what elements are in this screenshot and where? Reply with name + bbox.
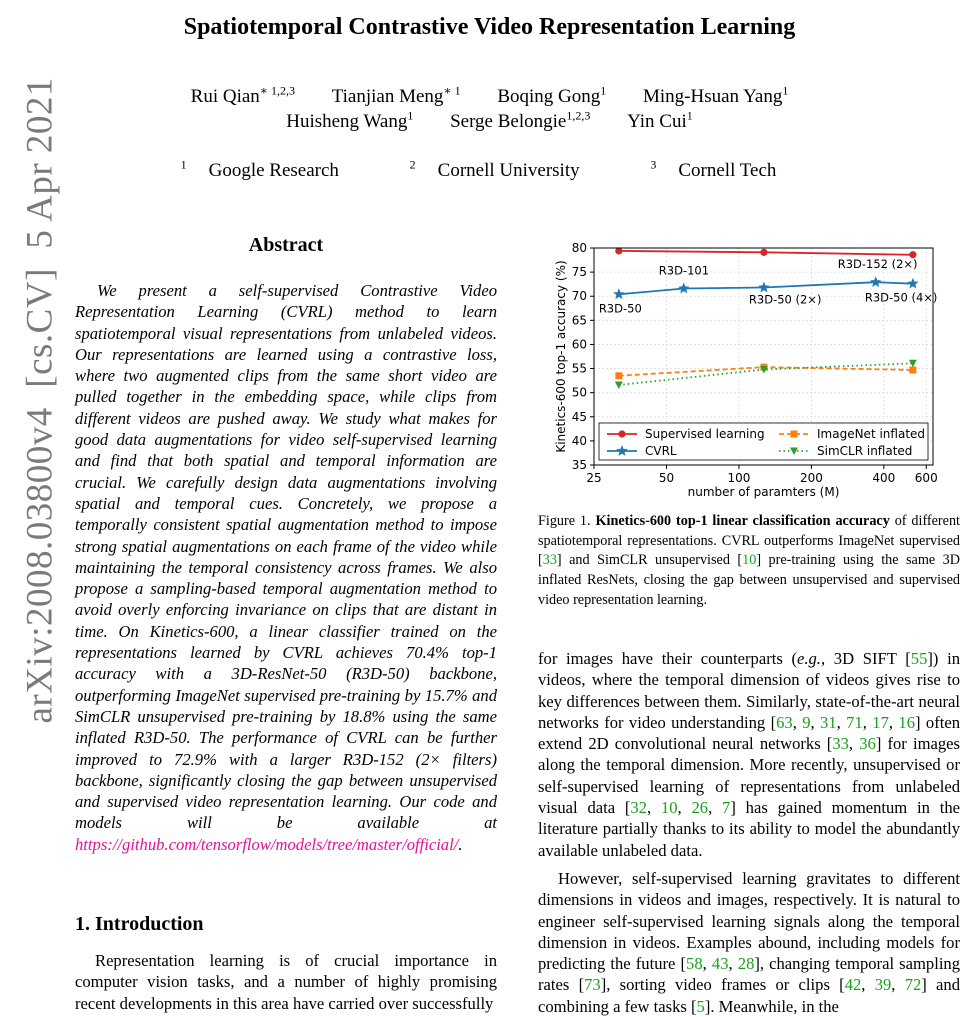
legend-label: SimCLR inflated bbox=[817, 444, 913, 458]
citation-link[interactable]: 55 bbox=[910, 649, 928, 668]
data-point bbox=[760, 249, 767, 256]
author: Tianjian Meng$^{∗ 1}$ bbox=[331, 83, 461, 107]
citation-link[interactable]: 9 bbox=[802, 712, 811, 732]
paragraph bbox=[538, 648, 960, 861]
section-heading-introduction: 1. Introduction bbox=[75, 913, 204, 935]
y-tick-label: 55 bbox=[571, 361, 587, 376]
text-run: ], sorting video frames or clips [ bbox=[600, 975, 845, 995]
paragraph bbox=[538, 868, 960, 1017]
author: Yin Cui$^1$ bbox=[627, 108, 693, 132]
data-point bbox=[615, 372, 622, 379]
figure-caption: Figure 1. Kinetics-600 top-1 linear classification accuracy of different spatiotemporal representations. CVRL outperforms ImageNet supervised [33] and SimCLR unsupervised [10] pre-training using the same 3D inflated ResNets, closing the gap between unsupervised and supervised video representation learning. bbox=[538, 513, 960, 608]
text-run: ] for images along the temporal dimension. More recently, unsupervised or self-supervised learning of representations from unlabeled visual data [ bbox=[538, 734, 960, 818]
citation-link[interactable]: 33 bbox=[832, 734, 849, 754]
x-tick-label: 600 bbox=[914, 471, 938, 485]
text-run: , bbox=[677, 798, 692, 818]
text-run: e.g. bbox=[797, 649, 821, 668]
point-annotation: R3D-101 bbox=[658, 263, 710, 278]
paper-title: Spatiotemporal Contrastive Video Representation Learning bbox=[183, 14, 796, 40]
affiliation: $^1$ Google Research bbox=[180, 157, 339, 181]
text-run: , bbox=[708, 798, 723, 818]
author: Huisheng Wang$^1$ bbox=[286, 108, 414, 132]
x-tick-label: 50 bbox=[658, 471, 675, 485]
data-point bbox=[618, 430, 625, 437]
point-annotation: R3D-50 bbox=[598, 301, 642, 316]
text-run: ] has gained momentum in the literature partially thanks to its ability to model the abundantly available unlabeled data. bbox=[538, 798, 960, 860]
text-run: for images have their counterparts ( bbox=[538, 649, 797, 668]
text-run: , bbox=[848, 734, 860, 754]
abstract-text: We present a self-supervised Contrastive Video Representation Learning (CVRL) method to learn spatiotemporal visual representations from unlabeled videos. Our representations are learned using a contrastive loss, where two augmented clips from the same short video are pulled together in the embedding space, while clips from different videos are pushed away. We study what makes for good data augmentations for video self-supervised learning and find that both spatial and temporal information are crucial. We carefully design data augmentations involving spatial and temporal cues. Concretely, we propose a temporally consistent spatial augmentation method to impose strong spatial augmentations on each frame of the video while maintaining the temporal consistency across frames. We also propose a sampling-based temporal augmentation method to avoid overly enforcing invariance on clips that are distant in time. On Kinetics-600, a linear classifier trained on the representations learned by CVRL achieves 70.4% top-1 accuracy with a 3D-ResNet-50 (R3D-50) backbone, outperforming ImageNet supervised pre-training by 15.7% and SimCLR unsupervised pre-training by 18.8% using the same inflated R3D-50. The performance of CVRL can be further improved to 72.9% with a larger R3D-152 (2× filters) backbone, significantly closing the gap between unsupervised and supervised video representation learning. Our code and models will be available at https://github.com/tensorflow/models/tree/master/official/. bbox=[75, 281, 497, 854]
citation-link[interactable]: 72 bbox=[904, 975, 922, 995]
code-link[interactable]: https://github.com/tensorflow/models/tree/master/official/ bbox=[75, 834, 459, 854]
text-run: However, self-supervised learning gravitates to different dimensions in videos and images, respectively. It is natural to engineer self-supervised learning signals along the temporal dimension in videos. Examples abound, including models for predicting the future [ bbox=[538, 868, 960, 974]
citation-link[interactable]: 26 bbox=[691, 798, 709, 818]
author: Ming-Hsuan Yang$^1$ bbox=[643, 83, 789, 107]
citation-link[interactable]: 5 bbox=[696, 996, 705, 1016]
y-tick-label: 75 bbox=[571, 265, 587, 280]
x-tick-label: 25 bbox=[586, 471, 602, 485]
citation-link[interactable]: 32 bbox=[630, 798, 647, 818]
y-tick-label: 65 bbox=[571, 313, 587, 328]
data-point bbox=[758, 282, 769, 293]
author: Serge Belongie$^{1,2,3}$ bbox=[450, 108, 591, 132]
text-run: , bbox=[862, 712, 873, 732]
right-column-text bbox=[538, 648, 960, 1017]
data-point bbox=[870, 276, 881, 287]
text-run: , bbox=[891, 975, 905, 995]
y-tick-label: 45 bbox=[571, 409, 587, 424]
citation-link[interactable]: 10 bbox=[660, 798, 678, 818]
point-annotation: R3D-152 (2×) bbox=[837, 257, 918, 272]
y-tick-label: 80 bbox=[571, 241, 587, 255]
intro-paragraph: Representation learning is of crucial importance in computer vision tasks, and a number of highly promising recent developments in this area have carried over successfully bbox=[75, 951, 497, 1013]
figure-1-chart bbox=[540, 236, 950, 504]
citation-link[interactable]: 36 bbox=[859, 734, 876, 754]
citation-link[interactable]: 43 bbox=[711, 954, 729, 974]
x-axis-label: number of paramters (M) bbox=[687, 485, 840, 499]
data-point bbox=[907, 278, 918, 289]
data-point bbox=[613, 288, 624, 299]
author: Rui Qian$^{∗ 1,2,3}$ bbox=[190, 83, 295, 107]
text-run: , bbox=[810, 712, 821, 732]
text-run: ], changing temporal sampling rates [ bbox=[538, 954, 961, 995]
citation-link[interactable]: 17 bbox=[872, 712, 889, 732]
text-run: , bbox=[728, 954, 738, 974]
text-run: , 3D SIFT [ bbox=[820, 649, 911, 668]
citation-link[interactable]: 58 bbox=[686, 954, 703, 974]
author: Boqing Gong$^1$ bbox=[497, 83, 607, 107]
abstract-heading: Abstract bbox=[248, 234, 324, 256]
text-run: , bbox=[702, 954, 712, 974]
text-run: ]) in videos, where the temporal dimension of videos gives rise to key differences between them. Similarly, state-of-the-art neural networks for video understanding [ bbox=[538, 649, 960, 732]
data-point bbox=[678, 283, 689, 294]
citation-link[interactable]: 7 bbox=[722, 798, 731, 818]
text-run: , bbox=[792, 712, 803, 732]
affiliation: $^2$ Cornell University bbox=[409, 157, 580, 181]
y-tick-label: 60 bbox=[571, 337, 587, 352]
arxiv-stamp: arXiv:2008.03800v4 [cs.CV] 5 Apr 2021 bbox=[19, 77, 61, 724]
text-run: ]. Meanwhile, in the bbox=[704, 996, 839, 1016]
y-tick-label: 70 bbox=[571, 289, 587, 304]
x-tick-label: 200 bbox=[799, 471, 823, 485]
text-run: , bbox=[888, 712, 899, 732]
authors-row-1 bbox=[0, 83, 979, 108]
data-point bbox=[909, 360, 917, 368]
citation-link[interactable]: 63 bbox=[776, 712, 793, 732]
text-run: ] often extend 2D convolutional neural networks [ bbox=[538, 712, 961, 754]
text-run: , bbox=[836, 712, 847, 732]
text-run: ] and combining a few tasks [ bbox=[538, 975, 961, 1016]
affiliation: $^3$ Cornell Tech bbox=[650, 157, 777, 181]
point-annotation: R3D-50 (4×) bbox=[864, 290, 938, 305]
data-point bbox=[791, 431, 798, 438]
citation-link[interactable]: 73 bbox=[584, 975, 601, 995]
y-tick-label: 35 bbox=[571, 458, 587, 472]
legend-label: CVRL bbox=[645, 444, 677, 458]
citation-link[interactable]: 16 bbox=[898, 712, 916, 732]
point-annotation: R3D-50 (2×) bbox=[748, 292, 822, 307]
text-run: , bbox=[647, 798, 661, 818]
data-point bbox=[615, 381, 623, 389]
authors-row-2 bbox=[0, 108, 979, 133]
affiliations bbox=[0, 157, 979, 182]
citation-link[interactable]: 39 bbox=[874, 975, 892, 995]
legend-label: Supervised learning bbox=[645, 427, 765, 441]
citation-link[interactable]: 71 bbox=[846, 712, 863, 732]
y-axis-label: Kinetics-600 top-1 accuracy (%) bbox=[554, 260, 568, 453]
x-tick-label: 400 bbox=[872, 471, 896, 485]
y-tick-label: 50 bbox=[571, 385, 587, 400]
data-point bbox=[909, 367, 916, 374]
citation-link[interactable]: 31 bbox=[820, 712, 837, 732]
text-run: , bbox=[861, 975, 875, 995]
citation-link[interactable]: 42 bbox=[844, 975, 862, 995]
legend-label: ImageNet inflated bbox=[817, 427, 926, 441]
y-tick-label: 40 bbox=[571, 433, 587, 448]
x-tick-label: 100 bbox=[727, 471, 751, 485]
citation-link[interactable]: 28 bbox=[737, 954, 755, 974]
